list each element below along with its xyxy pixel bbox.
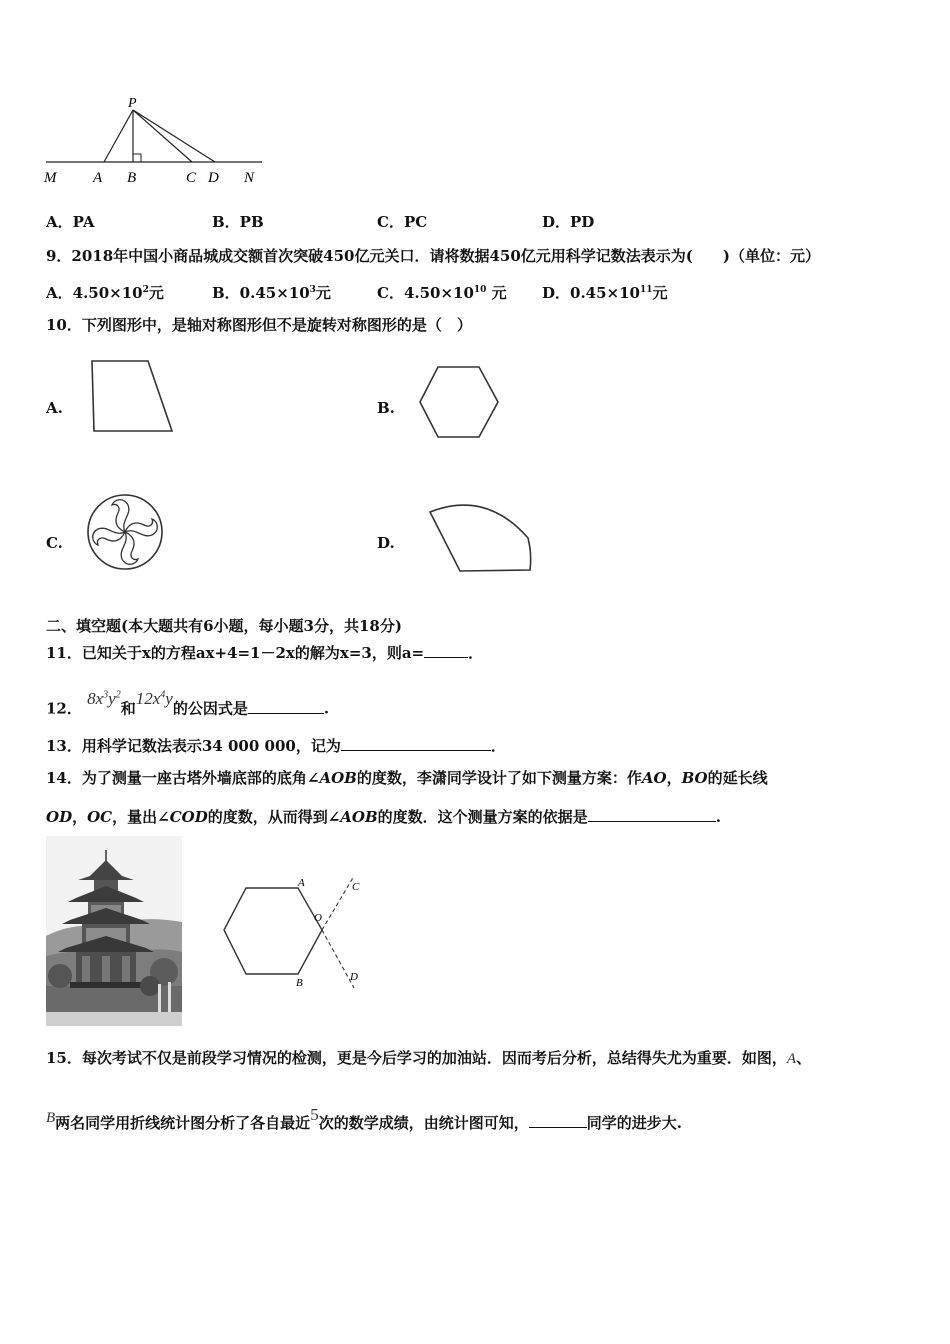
- q12-term1-exp2: 2: [115, 689, 121, 700]
- q9-option-c-exp: 10: [473, 285, 487, 295]
- trapezoid-shape: [86, 355, 181, 437]
- q14-line2-c: 的度数．这个测量方案的依据是: [377, 808, 588, 826]
- q15-a: A: [786, 1051, 797, 1067]
- label-o: O: [314, 912, 322, 924]
- label-d: D: [350, 971, 358, 983]
- q14-answer-blank[interactable]: [588, 805, 716, 822]
- q12-term2-var: y: [165, 688, 173, 708]
- q14-line1-b: 的度数，李潇同学设计了如下测量方案：作: [356, 769, 642, 787]
- label-c: C: [352, 881, 360, 893]
- q12-text: 的公因式是: [172, 699, 248, 718]
- q11-text: 11．已知关于x的方程ax+4=1－2x的解为x=3，则a=: [46, 644, 425, 662]
- label-p: P: [128, 96, 137, 111]
- hexagon-outline: [224, 888, 322, 974]
- q12-term1-var: y: [108, 688, 116, 708]
- q14-aob-1: AOB: [319, 769, 357, 787]
- q10-option-d[interactable]: D.: [377, 534, 395, 552]
- q13-answer-blank[interactable]: [341, 734, 491, 751]
- q14-od: OD: [46, 808, 73, 826]
- q8-figure: [40, 92, 270, 190]
- q9-option-a-exp: 2: [142, 285, 149, 295]
- q15-sep: 、: [796, 1049, 812, 1067]
- q9-option-c[interactable]: [377, 280, 507, 303]
- q14-tail: .: [715, 808, 721, 826]
- sector-shape: [424, 498, 536, 578]
- q10-question: 10．下列图形中，是轴对称图形但不是旋转对称图形的是（ ）: [46, 316, 472, 334]
- q11-tail: ．: [468, 644, 484, 662]
- right-angle-mark: [133, 154, 141, 162]
- q9-option-b-label: B．0.45×10: [212, 284, 310, 302]
- q12-term1: [87, 689, 121, 708]
- label-c: C: [186, 170, 197, 186]
- q12-term2: [136, 689, 173, 708]
- label-a: A: [298, 877, 305, 889]
- q15-answer-blank[interactable]: [529, 1111, 587, 1128]
- q14-line2-b: 的度数，从而得到∠: [207, 808, 341, 826]
- q9-option-b[interactable]: [212, 280, 331, 303]
- q9-option-d-exp: 11: [639, 285, 653, 295]
- q15-five: 5: [310, 1105, 319, 1124]
- q13-text: 13．用科学记数法表示34 000 000，记为: [46, 737, 341, 755]
- q14-bo: BO: [681, 769, 708, 787]
- q14-cod: COD: [169, 808, 208, 826]
- q9-option-b-exp: 3: [309, 285, 316, 295]
- q10-option-b[interactable]: B.: [377, 399, 395, 417]
- label-b: B: [127, 170, 137, 186]
- pagoda-photo: [46, 836, 182, 1026]
- q12-term1-coef: 8x: [87, 688, 104, 708]
- q12-term1-exp1: 3: [103, 689, 109, 700]
- q15-line2-b: 次的数学成绩，由统计图可知，: [318, 1114, 529, 1132]
- q10-option-c[interactable]: C.: [46, 534, 63, 552]
- q9-option-d[interactable]: [542, 280, 668, 303]
- q15-line2-a: 两名同学用折线统计图分析了各自最近: [55, 1114, 311, 1132]
- ray-oc: [322, 876, 354, 930]
- label-a: A: [93, 170, 103, 186]
- q12-answer-blank[interactable]: [248, 697, 324, 714]
- q12-term2-exp: 4: [160, 689, 166, 700]
- q13-question: [46, 734, 506, 756]
- q11-question: [46, 641, 483, 663]
- hexagon-shape: [415, 363, 503, 441]
- q14-comma-2: ，: [72, 808, 88, 826]
- q12-question: [46, 680, 330, 718]
- q14-oc: OC: [87, 808, 113, 826]
- q9-option-a[interactable]: [46, 280, 164, 303]
- q12-and: 和: [120, 699, 136, 718]
- label-d: D: [208, 170, 219, 186]
- q9-option-c-unit: 元: [486, 284, 507, 302]
- segment-pd: [133, 110, 215, 162]
- label-n: N: [244, 170, 255, 186]
- q8-option-a[interactable]: A．PA: [46, 213, 95, 231]
- q14-line2-a: ，量出∠: [112, 808, 170, 826]
- q14-line1-a: 14．为了测量一座古塔外墙底部的底角∠: [46, 769, 320, 787]
- q9-option-b-unit: 元: [315, 284, 331, 302]
- q8-option-c[interactable]: C．PC: [377, 213, 428, 231]
- q13-tail: ．: [490, 737, 506, 755]
- q15-line1-text: 15．每次考试不仅是前段学习情况的检测，更是今后学习的加油站．因而考后分析，总结得失尤为重要．如图，: [46, 1049, 787, 1067]
- q15-line1: [46, 1048, 811, 1069]
- q15-line2-c: 同学的进步大.: [586, 1114, 682, 1132]
- pinwheel-circle-shape: [84, 491, 166, 573]
- q14-line2: [46, 805, 721, 827]
- q14-ao: AO: [641, 769, 667, 787]
- q9-question: 9．2018年中国小商品城成交额首次突破450亿元关口．请将数据450亿元用科学记数法表示为( )（单位：元）: [46, 247, 821, 265]
- q12-num: 12．: [46, 699, 82, 718]
- q9-option-a-unit: 元: [148, 284, 164, 302]
- q8-option-d[interactable]: D．PD: [542, 213, 595, 231]
- q14-aob-2: AOB: [340, 808, 378, 826]
- q14-line1-c: 的延长线: [707, 769, 768, 787]
- q14-line1: [46, 768, 768, 788]
- label-b: B: [296, 977, 303, 989]
- segment-pa: [104, 110, 133, 162]
- q9-option-a-label: A．4.50×10: [46, 284, 143, 302]
- q10-option-a[interactable]: A.: [46, 399, 63, 417]
- label-m: M: [44, 170, 57, 186]
- q11-answer-blank[interactable]: [424, 641, 468, 658]
- segment-pc: [133, 110, 192, 162]
- q8-option-b[interactable]: B．PB: [212, 213, 264, 231]
- q12-tail: .: [323, 699, 330, 718]
- q15-b: B: [46, 1110, 56, 1126]
- q15-line2: [46, 1100, 682, 1130]
- section2-heading: 二、填空题(本大题共有6小题，每小题3分，共18分): [46, 617, 402, 635]
- q9-option-d-unit: 元: [652, 284, 668, 302]
- q14-hexagon-figure: [218, 872, 368, 996]
- q14-comma-1: ，: [666, 769, 682, 787]
- q9-option-d-label: D．0.45×10: [542, 284, 640, 302]
- q12-term2-coef: 12x: [135, 688, 161, 708]
- q9-option-c-label: C．4.50×10: [377, 284, 474, 302]
